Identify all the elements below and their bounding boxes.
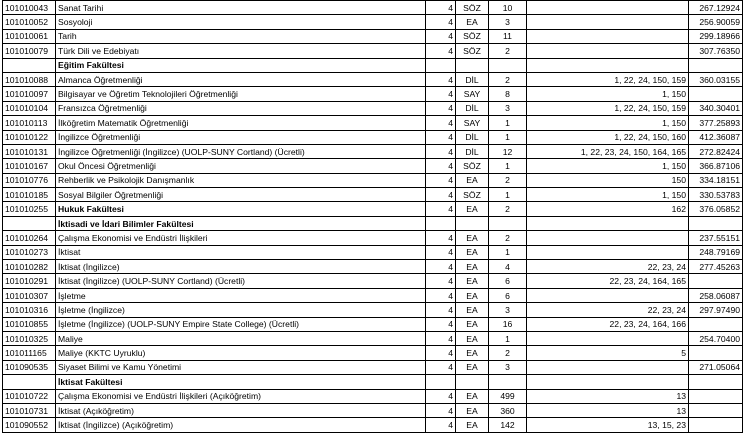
program-duration: 4 [426, 360, 456, 374]
program-name: Türk Dili ve Edebiyatı [56, 44, 426, 58]
program-conditions [527, 360, 689, 374]
program-score-type: DİL [456, 144, 489, 158]
program-min-score: 334.18151 [689, 173, 743, 187]
program-score-type: SAY [456, 116, 489, 130]
program-code: 101010264 [3, 231, 56, 245]
program-quota: 2 [489, 346, 527, 360]
program-code: 101010131 [3, 144, 56, 158]
program-row [3, 274, 743, 288]
program-code: 101010079 [3, 44, 56, 58]
faculty-header-row [3, 375, 743, 389]
program-row [3, 303, 743, 317]
program-conditions: 150 [527, 173, 689, 187]
program-quota: 2 [489, 231, 527, 245]
program-score-type: DİL [456, 101, 489, 115]
program-code: 101010043 [3, 1, 56, 15]
program-min-score: 412.36087 [689, 130, 743, 144]
program-conditions: 1, 150 [527, 188, 689, 202]
program-min-score [689, 389, 743, 403]
program-conditions: 1, 150 [527, 159, 689, 173]
program-duration: 4 [426, 202, 456, 216]
program-quota: 6 [489, 288, 527, 302]
faculty-empty-cell [689, 58, 743, 72]
program-score-type: SÖZ [456, 1, 489, 15]
program-min-score: 340.30401 [689, 101, 743, 115]
program-min-score: 267.12924 [689, 1, 743, 15]
program-duration: 4 [426, 130, 456, 144]
faculty-code-cell [3, 216, 56, 230]
program-min-score: 237.55151 [689, 231, 743, 245]
program-conditions: 22, 23, 24, 164, 165 [527, 274, 689, 288]
program-code: 101090552 [3, 418, 56, 432]
program-code: 101010185 [3, 188, 56, 202]
program-duration: 4 [426, 346, 456, 360]
program-conditions [527, 29, 689, 43]
program-row [3, 173, 743, 187]
program-code: 101010104 [3, 101, 56, 115]
program-row [3, 260, 743, 274]
program-quota: 11 [489, 29, 527, 43]
faculty-empty-cell [527, 58, 689, 72]
program-min-score: 297.97490 [689, 303, 743, 317]
program-conditions [527, 1, 689, 15]
program-name: Sosyoloji [56, 15, 426, 29]
faculty-empty-cell [489, 58, 527, 72]
program-code: 101090535 [3, 360, 56, 374]
program-name: İşletme [56, 288, 426, 302]
program-duration: 4 [426, 331, 456, 345]
program-code: 101010088 [3, 72, 56, 86]
program-duration: 4 [426, 87, 456, 101]
program-score-type: EA [456, 173, 489, 187]
faculty-header-row [3, 216, 743, 230]
program-score-type: EA [456, 202, 489, 216]
program-row [3, 346, 743, 360]
program-conditions: 1, 22, 24, 150, 159 [527, 101, 689, 115]
faculty-empty-cell [426, 58, 456, 72]
program-conditions: 1, 150 [527, 116, 689, 130]
program-score-type: EA [456, 245, 489, 259]
program-row [3, 317, 743, 331]
program-name: Maliye (KKTC Uyruklu) [56, 346, 426, 360]
program-code: 101010325 [3, 331, 56, 345]
program-table [2, 0, 743, 433]
program-name: Sosyal Bilgiler Öğretmenliği [56, 188, 426, 202]
program-code: 101010291 [3, 274, 56, 288]
program-score-type: EA [456, 274, 489, 288]
faculty-empty-cell [426, 375, 456, 389]
program-conditions: 1, 22, 24, 150, 159 [527, 72, 689, 86]
program-conditions: 5 [527, 346, 689, 360]
program-code: 101010282 [3, 260, 56, 274]
program-code: 101010722 [3, 389, 56, 403]
program-name: İngilizce Öğretmenliği [56, 130, 426, 144]
program-score-type: EA [456, 360, 489, 374]
program-min-score [689, 274, 743, 288]
program-name: Fransızca Öğretmenliği [56, 101, 426, 115]
program-min-score: 307.76350 [689, 44, 743, 58]
program-name: İngilizce Öğretmenliği (İngilizce) (UOLP-SUNY Cortland) (Ücretli) [56, 144, 426, 158]
program-row [3, 360, 743, 374]
program-min-score: 248.79169 [689, 245, 743, 259]
program-conditions [527, 288, 689, 302]
program-conditions [527, 44, 689, 58]
program-score-type: EA [456, 389, 489, 403]
program-row [3, 159, 743, 173]
program-code: 101010316 [3, 303, 56, 317]
program-score-type: EA [456, 15, 489, 29]
program-conditions: 22, 23, 24, 164, 166 [527, 317, 689, 331]
program-conditions [527, 245, 689, 259]
program-score-type: SÖZ [456, 44, 489, 58]
program-duration: 4 [426, 15, 456, 29]
program-quota: 2 [489, 72, 527, 86]
program-quota: 360 [489, 403, 527, 417]
program-min-score: 272.82424 [689, 144, 743, 158]
faculty-name: Eğitim Fakültesi [56, 58, 426, 72]
program-name: İşletme (İngilizce) [56, 303, 426, 317]
program-score-type: EA [456, 346, 489, 360]
program-score-type: SÖZ [456, 29, 489, 43]
program-duration: 4 [426, 144, 456, 158]
faculty-empty-cell [456, 216, 489, 230]
program-duration: 4 [426, 303, 456, 317]
program-name: Tarih [56, 29, 426, 43]
program-duration: 4 [426, 317, 456, 331]
program-score-type: EA [456, 331, 489, 345]
program-min-score: 377.25893 [689, 116, 743, 130]
program-code: 101010273 [3, 245, 56, 259]
program-score-type: SÖZ [456, 159, 489, 173]
program-quota: 3 [489, 303, 527, 317]
program-duration: 4 [426, 245, 456, 259]
program-duration: 4 [426, 231, 456, 245]
program-row [3, 418, 743, 432]
program-name: Çalışma Ekonomisi ve Endüstri İlişkileri [56, 231, 426, 245]
program-min-score: 258.06087 [689, 288, 743, 302]
program-quota: 10 [489, 1, 527, 15]
program-row [3, 144, 743, 158]
program-quota: 8 [489, 87, 527, 101]
program-conditions: 22, 23, 24 [527, 303, 689, 317]
program-table-body [3, 1, 743, 433]
program-quota: 12 [489, 144, 527, 158]
program-name: İktisat (İngilizce) (Açıköğretim) [56, 418, 426, 432]
program-code: 101010776 [3, 173, 56, 187]
program-score-type: SAY [456, 87, 489, 101]
program-row [3, 188, 743, 202]
program-code: 101010307 [3, 288, 56, 302]
program-code: 101010855 [3, 317, 56, 331]
program-min-score: 277.45263 [689, 260, 743, 274]
program-quota: 1 [489, 188, 527, 202]
program-quota: 2 [489, 173, 527, 187]
program-conditions: 1, 22, 23, 24, 150, 164, 165 [527, 144, 689, 158]
program-duration: 4 [426, 274, 456, 288]
program-row [3, 101, 743, 115]
program-name: Rehberlik ve Psikolojik Danışmanlık [56, 173, 426, 187]
faculty-header-row [3, 58, 743, 72]
program-quota: 1 [489, 116, 527, 130]
program-row [3, 130, 743, 144]
program-quota: 4 [489, 260, 527, 274]
program-quota: 2 [489, 44, 527, 58]
program-quota: 6 [489, 274, 527, 288]
program-min-score [689, 346, 743, 360]
program-duration: 4 [426, 159, 456, 173]
program-duration: 4 [426, 72, 456, 86]
program-conditions: 162 [527, 202, 689, 216]
program-code: 101010052 [3, 15, 56, 29]
program-duration: 4 [426, 29, 456, 43]
program-name: İktisat (Açıköğretim) [56, 403, 426, 417]
program-row [3, 231, 743, 245]
program-min-score: 254.70400 [689, 331, 743, 345]
program-duration: 4 [426, 116, 456, 130]
program-conditions: 1, 150 [527, 87, 689, 101]
program-min-score: 256.90059 [689, 15, 743, 29]
program-min-score [689, 403, 743, 417]
program-duration: 4 [426, 1, 456, 15]
program-quota: 16 [489, 317, 527, 331]
program-quota: 1 [489, 331, 527, 345]
program-conditions: 22, 23, 24 [527, 260, 689, 274]
program-name: Sanat Tarihi [56, 1, 426, 15]
program-code: 101010167 [3, 159, 56, 173]
program-row [3, 1, 743, 15]
program-score-type: EA [456, 403, 489, 417]
faculty-empty-cell [456, 58, 489, 72]
program-duration: 4 [426, 173, 456, 187]
program-code: 101010113 [3, 116, 56, 130]
program-duration: 4 [426, 418, 456, 432]
program-conditions [527, 15, 689, 29]
program-duration: 4 [426, 288, 456, 302]
program-row [3, 245, 743, 259]
program-quota: 3 [489, 101, 527, 115]
program-score-type: EA [456, 303, 489, 317]
program-row [3, 72, 743, 86]
program-duration: 4 [426, 260, 456, 274]
program-score-type: SÖZ [456, 188, 489, 202]
program-min-score: 360.03155 [689, 72, 743, 86]
faculty-empty-cell [527, 216, 689, 230]
faculty-empty-cell [426, 216, 456, 230]
program-min-score: 376.05852 [689, 202, 743, 216]
program-row [3, 87, 743, 101]
program-quota: 142 [489, 418, 527, 432]
program-row [3, 389, 743, 403]
program-quota: 3 [489, 360, 527, 374]
program-conditions: 13, 15, 23 [527, 418, 689, 432]
program-conditions: 1, 22, 24, 150, 160 [527, 130, 689, 144]
program-name: Çalışma Ekonomisi ve Endüstri İlişkileri (Açıköğretim) [56, 389, 426, 403]
program-min-score [689, 418, 743, 432]
program-score-type: DİL [456, 130, 489, 144]
program-code: 101010097 [3, 87, 56, 101]
program-name: Okul Öncesi Öğretmenliği [56, 159, 426, 173]
faculty-name: İktisadi ve İdari Bilimler Fakültesi [56, 216, 426, 230]
program-name: İktisat (İngilizce) [56, 260, 426, 274]
program-conditions: 13 [527, 389, 689, 403]
program-quota: 3 [489, 15, 527, 29]
program-code: 101010255 [3, 202, 56, 216]
program-conditions [527, 331, 689, 345]
program-name: Maliye [56, 331, 426, 345]
program-min-score: 366.87106 [689, 159, 743, 173]
program-name: Hukuk Fakültesi [56, 202, 426, 216]
program-min-score: 330.53783 [689, 188, 743, 202]
program-score-type: EA [456, 288, 489, 302]
program-row [3, 15, 743, 29]
program-row [3, 403, 743, 417]
program-min-score: 299.18966 [689, 29, 743, 43]
program-row [3, 116, 743, 130]
program-quota: 499 [489, 389, 527, 403]
program-duration: 4 [426, 389, 456, 403]
faculty-name: İktisat Fakültesi [56, 375, 426, 389]
program-duration: 4 [426, 44, 456, 58]
program-min-score [689, 87, 743, 101]
program-conditions: 13 [527, 403, 689, 417]
program-name: İktisat [56, 245, 426, 259]
program-row [3, 44, 743, 58]
program-row [3, 202, 743, 216]
program-duration: 4 [426, 188, 456, 202]
program-min-score [689, 317, 743, 331]
program-score-type: EA [456, 231, 489, 245]
program-quota: 1 [489, 130, 527, 144]
program-duration: 4 [426, 101, 456, 115]
program-quota: 1 [489, 245, 527, 259]
program-name: İşletme (İngilizce) (UOLP-SUNY Empire State College) (Ücretli) [56, 317, 426, 331]
program-name: Almanca Öğretmenliği [56, 72, 426, 86]
program-name: İktisat (İngilizce) (UOLP-SUNY Cortland) (Ücretli) [56, 274, 426, 288]
faculty-empty-cell [489, 375, 527, 389]
faculty-empty-cell [689, 216, 743, 230]
program-row [3, 331, 743, 345]
program-code: 101010731 [3, 403, 56, 417]
program-min-score: 271.05064 [689, 360, 743, 374]
program-quota: 1 [489, 159, 527, 173]
program-score-type: EA [456, 317, 489, 331]
program-name: Siyaset Bilimi ve Kamu Yönetimi [56, 360, 426, 374]
faculty-empty-cell [456, 375, 489, 389]
program-score-type: EA [456, 260, 489, 274]
program-name: Bilgisayar ve Öğretim Teknolojileri Öğretmenliği [56, 87, 426, 101]
faculty-code-cell [3, 375, 56, 389]
program-score-type: EA [456, 418, 489, 432]
program-row [3, 29, 743, 43]
program-code: 101011165 [3, 346, 56, 360]
program-quota: 2 [489, 202, 527, 216]
faculty-empty-cell [527, 375, 689, 389]
program-code: 101010122 [3, 130, 56, 144]
faculty-empty-cell [489, 216, 527, 230]
program-name: İlköğretim Matematik Öğretmenliği [56, 116, 426, 130]
faculty-empty-cell [689, 375, 743, 389]
program-row [3, 288, 743, 302]
program-code: 101010061 [3, 29, 56, 43]
program-duration: 4 [426, 403, 456, 417]
program-conditions [527, 231, 689, 245]
program-score-type: DİL [456, 72, 489, 86]
faculty-code-cell [3, 58, 56, 72]
